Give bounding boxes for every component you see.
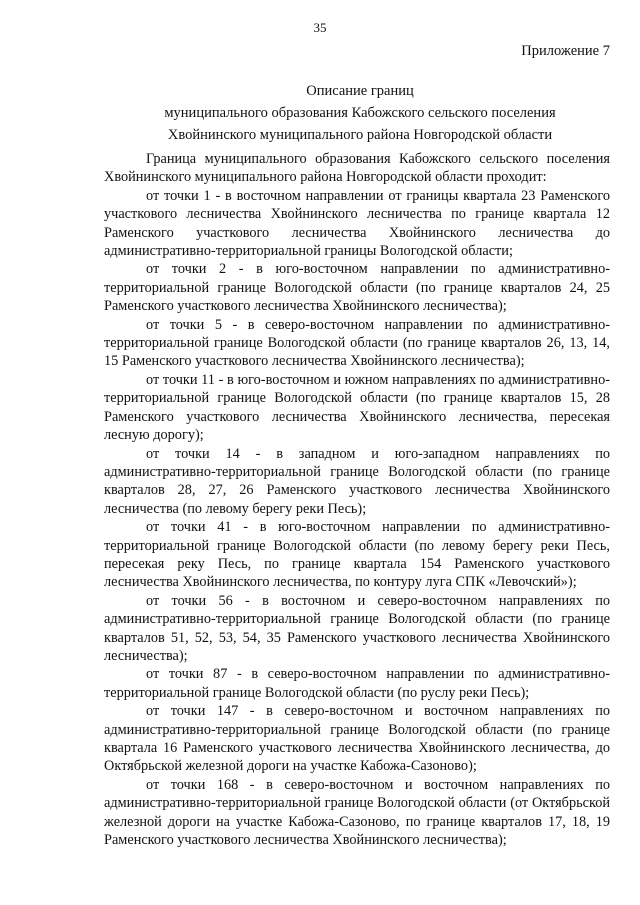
paragraph-point-168: от точки 168 - в северо-восточном и восточном направлениях по административно-территориальной границе Вологодской области (от Октябрьской железной дороги на участке Кабожа-Сазоново, по границе кварталов 17, 18, 19 Раменского участкового лесничества Хвойнинского лесничества); <box>104 776 610 849</box>
page-number: 35 <box>313 20 327 35</box>
title-line-2: муниципального образования Кабожского сельского поселения <box>164 105 556 121</box>
title-line-3: Хвойнинского муниципального района Новгородской области <box>167 127 553 143</box>
paragraph-point-56: от точки 56 - в восточном и северо-восточном направлениях по административно-территориальной границе Вологодской области (по границе кварталов 51, 52, 53, 54, 35 Раменского участкового лесничества Хвойнинского лесничества); <box>104 592 610 664</box>
paragraph-point-11: от точки 11 - в юго-восточном и южном направлениях по административно-территориальной границе Вологодской области (по границе кварталов 15, 28 Раменского участкового лесничества Хвойнинского лесничества, пересекая лесную дорогу); <box>104 371 610 444</box>
paragraph-intro: Граница муниципального образования Кабожского сельского поселения Хвойнинского муниципального района Новгородской области проходит: <box>104 151 610 186</box>
paragraph-point-5: от точки 5 - в северо-восточном направлении по административно-территориальной границе Вологодской области (по границе кварталов 26, 13, 14, 15 Раменского участкового лесничества Хвойнинского лесничества); <box>104 316 610 370</box>
document-title <box>60 80 640 146</box>
paragraph-point-1: от точки 1 - в восточном направлении от границы квартала 23 Раменского участкового лесничества Хвойнинского лесничества по границе квартала 12 Раменского участкового лесничества Хвойнинского лесничества до административно-территориальной границы Вологодской области; <box>104 187 610 260</box>
paragraph-point-41: от точки 41 - в юго-восточном направлении по административно-территориальной границе Вологодской области (по левому берегу реки Песь, пересекая реку Песь, по границе квартала 154 Раменского участкового лесничества Хвойнинского лесничества, по контуру луга СПК «Левочский»); <box>104 519 610 591</box>
paragraph-point-14: от точки 14 - в западном и юго-западном направлениях по административно-территориальной границе Вологодской области (по границе кварталов 28, 27, 26 Раменского участкового лесничества Хвойнинского лесничества (по левому берегу реки Песь); <box>104 445 610 517</box>
title-line-1: Описание границ <box>306 83 414 99</box>
appendix-label: Приложение 7 <box>521 43 610 59</box>
paragraph-point-147: от точки 147 - в северо-восточном и восточном направлениях по административно-территориальной границе Вологодской области (по границе квартала 16 Раменского участкового лесничества Хвойнинского лесничества, до Октябрьской железной дороги на участке Кабожа-Сазоново); <box>104 703 610 775</box>
document-body <box>104 150 610 849</box>
paragraph-point-87: от точки 87 - в северо-восточном направлении по административно-территориальной границе Вологодской области (по руслу реки Песь); <box>104 666 610 701</box>
paragraph-point-2: от точки 2 - в юго-восточном направлении по административно-территориальной границе Вологодской области (по границе кварталов 24, 25 Раменского участкового лесничества Хвойнинского лесничества); <box>104 261 610 315</box>
